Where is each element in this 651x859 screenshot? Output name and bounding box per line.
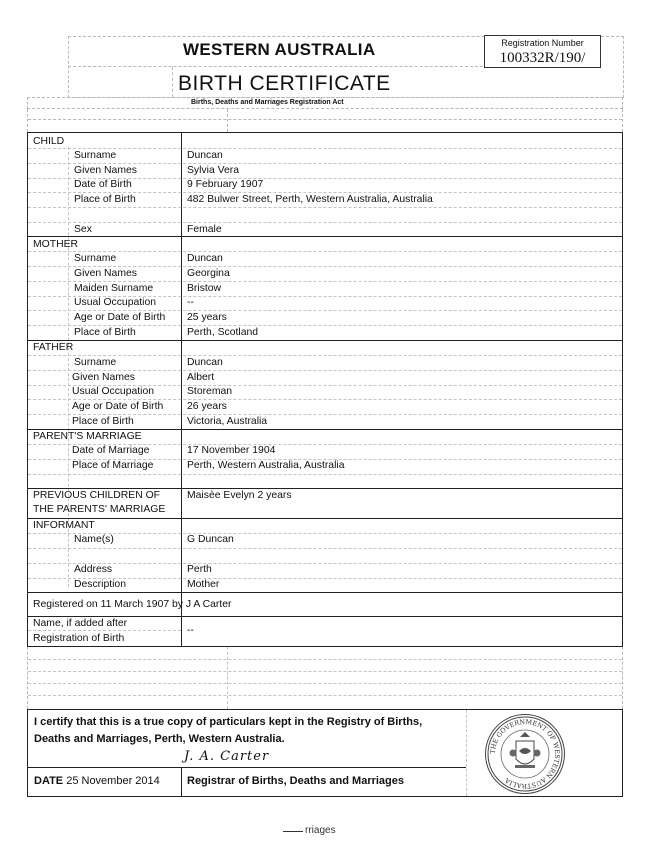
previous-children-label-1: PREVIOUS CHILDREN OF — [33, 490, 161, 501]
footer-fragment: rriages — [305, 825, 336, 836]
child-dob-label: Date of Birth — [74, 179, 132, 190]
mother-given-names: Georgina — [187, 268, 230, 279]
previous-children-label-2: THE PARENTS' MARRIAGE — [33, 504, 166, 515]
marriage-place-label: Place of Marriage — [72, 460, 154, 471]
father-given-label: Given Names — [72, 372, 135, 383]
date-value: 25 November 2014 — [66, 775, 160, 787]
certification-block — [27, 709, 623, 797]
informant-address: Perth — [187, 564, 212, 575]
informant-section-label: INFORMANT — [33, 520, 95, 531]
child-surname-label: Surname — [74, 150, 117, 161]
mother-occupation: -- — [187, 297, 194, 308]
registration-label: Registration Number — [501, 38, 584, 48]
certificate-title: BIRTH CERTIFICATE — [178, 72, 391, 95]
child-surname: Duncan — [187, 150, 223, 161]
title-left-border — [172, 67, 173, 97]
government-seal-icon — [485, 714, 565, 794]
registrar-signature: J. A. Carter — [184, 749, 270, 764]
father-section-label: FATHER — [33, 342, 74, 353]
mother-given-label: Given Names — [74, 268, 137, 279]
child-section-label: CHILD — [33, 136, 65, 147]
child-sex: Female — [187, 224, 222, 235]
name-added-value: -- — [187, 625, 194, 636]
father-pob-label: Place of Birth — [72, 416, 134, 427]
svg-text:THE GOVERNMENT OF WESTERN AUST: THE GOVERNMENT OF WESTERN AUSTRALIA — [488, 717, 562, 791]
name-added-label-2: Registration of Birth — [33, 633, 125, 644]
marriage-section-label: PARENT'S MARRIAGE — [33, 431, 142, 442]
marriage-date: 17 November 1904 — [187, 445, 276, 456]
mother-section-label: MOTHER — [33, 239, 79, 250]
registered-statement: Registered on 11 March 1907 by J A Carter — [33, 599, 232, 610]
father-surname-label: Surname — [74, 357, 117, 368]
father-surname: Duncan — [187, 357, 223, 368]
mother-age: 25 years — [187, 312, 227, 323]
registration-number: 100332R/190/ — [499, 50, 586, 66]
name-added-label-1: Name, if added after — [33, 618, 128, 629]
child-place-of-birth: 482 Bulwer Street, Perth, Western Australia, Australia — [187, 194, 433, 205]
informant-name-label: Name(s) — [74, 534, 114, 545]
informant-description: Mother — [187, 579, 220, 590]
registrar-title: Registrar of Births, Deaths and Marriages — [187, 775, 405, 787]
mother-place-of-birth: Perth, Scotland — [187, 327, 259, 338]
birth-details-table — [27, 132, 623, 647]
act-title: Births, Deaths and Marriages Registration Act — [191, 99, 344, 106]
certification-date — [34, 775, 160, 787]
certification-line-1: I certify that this is a true copy of particulars kept in the Registry of Births, — [34, 716, 423, 728]
child-pob-label: Place of Birth — [74, 194, 136, 205]
child-given-names: Sylvia Vera — [187, 165, 239, 176]
mother-occupation-label: Usual Occupation — [74, 297, 157, 308]
father-occupation: Storeman — [187, 386, 233, 397]
state-title: WESTERN AUSTRALIA — [183, 40, 376, 59]
mother-maiden-label: Maiden Surname — [74, 283, 154, 294]
father-age: 26 years — [187, 401, 227, 412]
mother-surname: Duncan — [187, 253, 223, 264]
father-given-names: Albert — [187, 372, 215, 383]
marriage-date-label: Date of Marriage — [72, 445, 150, 456]
mother-maiden-surname: Bristow — [187, 283, 222, 294]
child-sex-label: Sex — [74, 224, 92, 235]
mother-surname-label: Surname — [74, 253, 117, 264]
father-place-of-birth: Victoria, Australia — [187, 416, 268, 427]
previous-children-value: Maisèe Evelyn 2 years — [187, 490, 292, 501]
father-occupation-label: Usual Occupation — [72, 386, 155, 397]
spacer-block — [27, 647, 623, 709]
informant-name: G Duncan — [187, 534, 234, 545]
father-age-label: Age or Date of Birth — [72, 401, 164, 412]
informant-address-label: Address — [74, 564, 113, 575]
informant-description-label: Description — [74, 579, 126, 590]
child-date-of-birth: 9 February 1907 — [187, 179, 264, 190]
mother-pob-label: Place of Birth — [74, 327, 136, 338]
marriage-place: Perth, Western Australia, Australia — [187, 460, 345, 471]
registration-box — [484, 35, 601, 68]
spacer-row — [27, 109, 623, 132]
header-divider — [68, 66, 483, 67]
date-label: DATE — [34, 775, 64, 787]
certification-line-2: Deaths and Marriages, Perth, Western Australia. — [34, 733, 285, 745]
mother-age-label: Age or Date of Birth — [74, 312, 166, 323]
child-given-label: Given Names — [74, 165, 137, 176]
